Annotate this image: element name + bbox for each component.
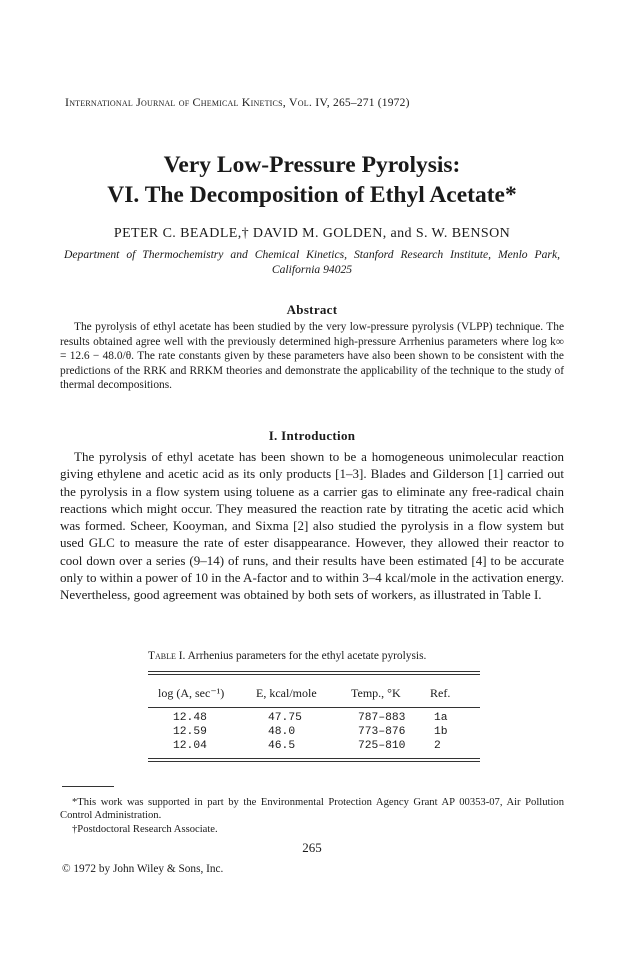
table-cell: 787–883 xyxy=(358,712,406,724)
table-caption-label: Table I. xyxy=(148,650,186,662)
abstract-heading: Abstract xyxy=(286,302,338,317)
table-header-rule xyxy=(148,707,480,708)
table-cell: 12.59 xyxy=(173,726,207,738)
table-top-rule-2 xyxy=(148,674,480,675)
journal-name: International Journal of Chemical Kinetics, Vol. IV, xyxy=(65,95,330,109)
table-cell: 1b xyxy=(434,726,448,738)
table-cell: 46.5 xyxy=(268,740,296,752)
table-cell: 1a xyxy=(434,712,448,724)
table-caption-text: Arrhenius parameters for the ethyl acetate pyrolysis. xyxy=(187,650,427,662)
table-header-cell: Temp., °K xyxy=(351,686,401,700)
table-cell: 12.04 xyxy=(173,740,207,752)
journal-pages: 265–271 (1972) xyxy=(333,97,410,109)
table-cell: 12.48 xyxy=(173,712,207,724)
journal-header xyxy=(65,95,565,110)
footnote-funding: *This work was supported in part by the Environmental Protection Agency Grant AP 00353-07, Air Pollution Control Administration. xyxy=(60,797,564,822)
table-header-cell: Ref. xyxy=(430,686,451,700)
affiliation: Department of Thermochemistry and Chemical Kinetics, Stanford Research Institute, Menlo Park, California 94025 xyxy=(64,248,560,276)
footnote-dagger: †Postdoctoral Research Associate. xyxy=(72,823,218,835)
table-header-cell: log (A, sec⁻¹) xyxy=(158,686,225,700)
table-cell: 48.0 xyxy=(268,726,296,738)
table-top-rule xyxy=(148,671,480,672)
table-header-cell: E, kcal/mole xyxy=(256,686,317,700)
table-caption xyxy=(148,650,568,662)
introduction-text: The pyrolysis of ethyl acetate has been shown to be a homogeneous unimolecular reaction giving ethylene and acetic acid as its only products [1–3]. Blades and Gilderson [1] carried out the pyrolysis in a flow system using toluene as a carrier gas to eliminate any free-radical chain reactions which might occur. They measured the reaction rate by titrating the acetic acid which was formed. Scheer, Kooyman, and Sixma [2] also studied the pyrolysis in a flow system but used GLC to measure the rate of ester disappearance. However, they allowed their reactor to cool down over a series (9–14) of runs, and their results have been estimated [4] to be accurate only to within a power of 10 in the A-factor and to within 3–4 kcal/mole in the activation energy. Nevertheless, good agreement was obtained by both sets of workers, as illustrated in Table I. xyxy=(60,449,564,603)
table-cell: 47.75 xyxy=(268,712,302,724)
footnotes xyxy=(60,796,564,836)
table-cell: 725–810 xyxy=(358,740,406,752)
table-bottom-rule-2 xyxy=(148,761,480,762)
authors: PETER C. BEADLE,† DAVID M. GOLDEN, and S. W. BENSON xyxy=(113,226,511,241)
page-number: 265 xyxy=(302,840,322,855)
introduction-heading: I. Introduction xyxy=(268,428,356,443)
table-cell: 2 xyxy=(434,740,441,752)
table-bottom-rule xyxy=(148,758,480,759)
paper-title-line-1: Very Low-Pressure Pyrolysis: xyxy=(163,152,461,178)
paper-title-line-2: VI. The Decomposition of Ethyl Acetate* xyxy=(107,182,517,208)
abstract-text: The pyrolysis of ethyl acetate has been studied by the very low-pressure pyrolysis (VLPP) technique. The results obtained agree well with the previously determined high-pressure Arrhenius parameters where log k∞ = 12.6 − 48.0/θ. The rate constants given by these parameters have also been shown to be consistent with the predictions of the RRK and RRKM theories and demonstrate the applicability of the technique to the study of thermal decompositions. xyxy=(60,321,564,392)
table-cell: 773–876 xyxy=(358,726,406,738)
footnote-separator xyxy=(62,786,114,787)
copyright: © 1972 by John Wiley & Sons, Inc. xyxy=(62,863,224,875)
